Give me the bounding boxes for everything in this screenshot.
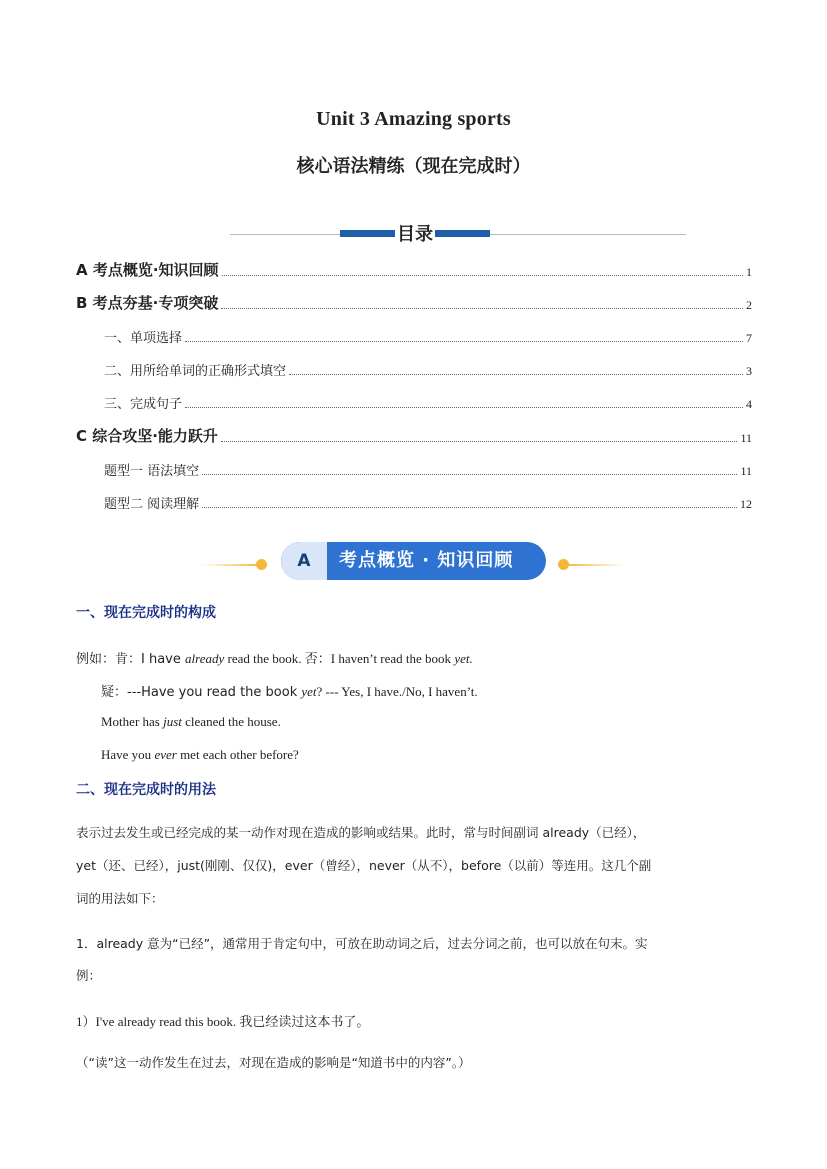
toc-heading-label: 目录	[397, 224, 433, 245]
toc-heading	[230, 218, 686, 244]
toc-leader	[202, 506, 737, 508]
example-affirmative-negative	[76, 648, 473, 667]
toc-entry-label: B 考点夯基·专项突破	[76, 294, 219, 312]
document-title: Unit 3 Amazing sports	[316, 108, 511, 130]
section-heading-usage: 二、现在完成时的用法	[76, 782, 216, 798]
toc-leader	[222, 274, 743, 276]
toc-leader	[289, 373, 743, 375]
banner-dot-left	[256, 559, 267, 570]
toc-entry-label: 一、单项选择	[104, 331, 183, 346]
example-rest: cleaned the house.	[181, 714, 281, 729]
example-prefix: 例如：肯：I have	[76, 652, 185, 667]
toc-leader	[202, 473, 737, 475]
banner-line-left	[200, 564, 260, 566]
usage-paragraph-line: yet（还、已经），just(刚刚、仅仅)，ever（曾经），never（从不），before（以前）等连用。这几个副	[76, 858, 652, 873]
toc-entry-label: 题型一 语法填空	[104, 464, 200, 479]
example-rest: ? --- Yes, I have./No, I haven’t.	[316, 684, 478, 699]
toc-entry-label: C 综合攻坚·能力跃升	[76, 427, 218, 445]
toc-entry-label: 题型二 阅读理解	[104, 497, 200, 512]
toc-leader	[221, 440, 738, 442]
point-already-line: 例：	[76, 968, 102, 983]
toc-page-number: 4	[746, 397, 752, 411]
section-heading-structure: 一、现在完成时的构成	[76, 605, 216, 621]
document-subtitle: 核心语法精练（现在完成时）	[296, 156, 531, 177]
example-already: 1）I've already read this book. 我已经读过这本书了。	[76, 1014, 370, 1029]
toc-page-number: 1	[746, 265, 752, 279]
example-rest: read the book. 否：I haven’t read the book	[224, 651, 455, 666]
example-question	[101, 681, 478, 700]
usage-paragraph-line: 词的用法如下：	[76, 891, 164, 906]
section-banner	[200, 540, 620, 584]
toc-page-number: 2	[746, 298, 752, 312]
example-adverb: just	[163, 714, 182, 729]
toc-divider-left	[230, 234, 340, 235]
toc-divider-right	[490, 234, 686, 235]
example-already-note: （“读”这一动作发生在过去，对现在造成的影响是“知道书中的内容”。）	[76, 1055, 471, 1070]
example-just	[101, 714, 281, 730]
example-end: yet.	[454, 651, 473, 666]
point-already-line: 1．already 意为“已经”，通常用于肯定句中，可放在助动词之后，过去分词之前，也可以放在句末。实	[76, 936, 648, 951]
example-adverb: already	[185, 651, 225, 666]
banner-pill	[281, 542, 546, 580]
example-adverb: yet	[301, 684, 317, 699]
toc-entry[interactable]	[104, 324, 752, 346]
toc-entry[interactable]	[104, 357, 752, 379]
example-prefix: Have you	[101, 747, 155, 762]
toc-accent-bar-right	[435, 230, 490, 237]
example-adverb: ever	[154, 747, 177, 762]
toc-page-number: 11	[740, 431, 752, 445]
toc-page-number: 7	[746, 331, 752, 345]
example-ever	[101, 747, 299, 763]
toc-leader	[185, 340, 743, 342]
toc-entry[interactable]	[104, 490, 752, 512]
toc-entry-label: 二、用所给单词的正确形式填空	[104, 364, 287, 379]
banner-line-right	[566, 564, 626, 566]
usage-paragraph-line: 表示过去发生或已经完成的某一动作对现在造成的影响或结果。此时，常与时间副词 already（已经），	[76, 825, 646, 840]
toc-entry[interactable]	[76, 258, 752, 280]
example-prefix: Mother has	[101, 714, 164, 729]
toc-page-number: 3	[746, 364, 752, 378]
toc-leader	[221, 307, 743, 309]
banner-title: 考点概览 · 知识回顾	[339, 550, 514, 571]
example-prefix: 疑：---Have you read the book	[101, 685, 302, 700]
toc-accent-bar-left	[340, 230, 395, 237]
toc-entry[interactable]	[76, 291, 752, 313]
toc-entry[interactable]	[76, 424, 752, 446]
toc-page-number: 11	[740, 464, 752, 478]
toc-entry-label: 三、完成句子	[104, 397, 183, 412]
banner-badge: A	[281, 542, 327, 580]
toc-entry[interactable]	[104, 457, 752, 479]
toc-entry-label: A 考点概览·知识回顾	[76, 261, 219, 279]
toc-page-number: 12	[740, 497, 752, 511]
toc-entry[interactable]	[104, 390, 752, 412]
toc-leader	[185, 406, 743, 408]
example-rest: met each other before?	[176, 747, 299, 762]
